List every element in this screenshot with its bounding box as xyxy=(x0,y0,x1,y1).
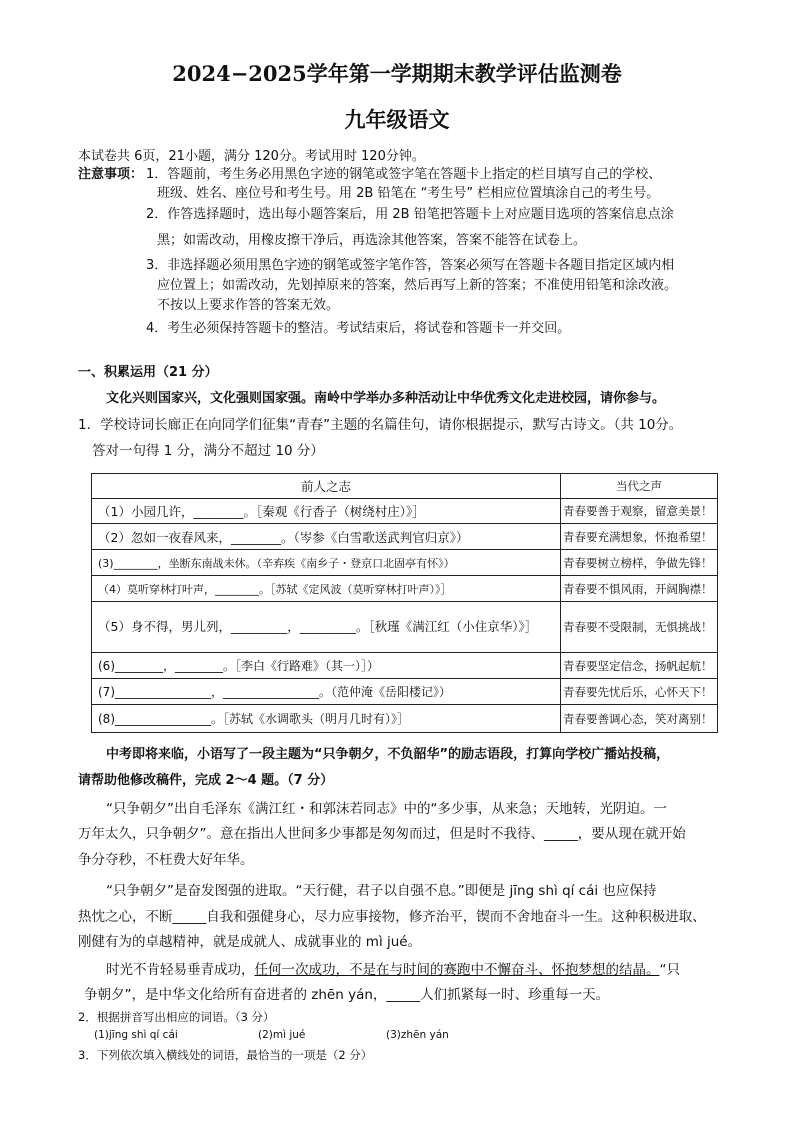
passage-line: 争朝夕”，是中华文化给所有奋进者的 zhēn yán，_____人们抓紧每一时、珍重每一天。 xyxy=(84,987,610,1003)
table-header-row xyxy=(92,474,718,499)
table-cell: 青春要坚定信念，扬帆起航！ xyxy=(561,653,718,679)
table-row xyxy=(92,524,718,550)
passage-line: 争分夺秒，不枉费大好年华。 xyxy=(78,852,254,868)
table-cell: 青春要不惧风雨，开阔胸襟！ xyxy=(561,576,718,602)
question-1-note: 答对一句得 1 分，满分不超过 10 分） xyxy=(92,443,324,459)
table-row xyxy=(92,576,718,602)
notice-line: 3．非选择题必须用黑色字迹的钢笔或签字笔作答，答案必须写在答题卡各题目指定区域内相 xyxy=(146,258,675,273)
notice-line: 应位置上；如需改动，先划掉原来的答案，然后再写上新的答案；不准使用铅笔和涂改液。 xyxy=(157,278,678,293)
exam-title: 2024−2025学年第一学期期末教学评估监测卷 xyxy=(172,61,622,86)
table-row xyxy=(92,499,718,524)
table-header: 当代之声 xyxy=(561,474,718,499)
notice-line: 班级、姓名、座位号和考生号。用 2B 铅笔在 “考生号” 栏相应位置填涂自己的考生号。 xyxy=(157,186,660,201)
underlined-sentence: 任何一次成功，不是在与时间的赛跑中不懈奋斗、怀抱梦想的结晶。 xyxy=(254,962,660,978)
table-cell: （1）小园几许，________。［秦观《行香子（树绕村庄）》］ xyxy=(92,499,561,524)
passage-line: “只争朝夕”出自毛泽东《满江红・和郭沫若同志》中的“多少事，从来急；天地转，光阴迫。一 xyxy=(106,801,667,817)
table-cell: 青春要树立榜样，争做先锋！ xyxy=(561,550,718,576)
notice-line: 1．答题前，考生务必用黑色字迹的钢笔或签字笔在答题卡上指定的栏目填写自己的学校、 xyxy=(146,167,662,182)
table-cell: （5）身不得，男儿列，_________，_________。［秋瑾《满江红（小住京华）》］ xyxy=(92,602,561,653)
table-cell: 青春要善于观察，留意美景！ xyxy=(561,499,718,524)
exam-subtitle: 九年级语文 xyxy=(344,107,450,132)
section-lead: 文化兴则国家兴，文化强则国家强。南岭中学举办多种活动让中华优秀文化走进校园，请你参与。 xyxy=(106,391,666,406)
passage-line: 万年太久，只争朝夕”。意在指出人世间多少事都是匆匆而过，但是时不我待、_____，要从现在就开始 xyxy=(78,826,686,842)
passage-line: 热忱之心，不断_____自我和强健身心，尽力应事接物，修齐治平，锲而不舍地奋斗一生。这种积极进取、 xyxy=(78,909,706,925)
poem-table xyxy=(91,473,718,733)
table-row xyxy=(92,550,718,576)
table-cell: (8)________________。［苏轼《水调歌头（明月几时有）》］ xyxy=(92,705,561,733)
table-row xyxy=(92,653,718,679)
notice-line: 不按以上要求作答的答案无效。 xyxy=(157,298,340,313)
notice-label: 注意事项： xyxy=(78,167,144,182)
table-row xyxy=(92,602,718,653)
table-cell: (3)________，坐断东南战未休。（辛弃疾《南乡子・登京口北固亭有怀》） xyxy=(92,550,561,576)
question-2: 2．根据拼音写出相应的词语。（3 分） xyxy=(78,1010,275,1024)
notice-line: 黑；如需改动，用橡皮擦干净后，再选涂其他答案，答案不能答在试卷上。 xyxy=(157,233,587,248)
section-heading: 一、积累运用（21 分） xyxy=(78,365,218,380)
lead-2: 请帮助他修改稿件，完成 2～4 题。（7 分） xyxy=(78,773,334,788)
table-cell: （4）莫听穿林打叶声，________。［苏轼《定风波（莫听穿林打叶声）》］ xyxy=(92,576,561,602)
question-3: 3．下列依次填入横线处的词语，最恰当的一项是（2 分） xyxy=(78,1048,373,1062)
q2-item: (3)zhēn yán xyxy=(386,1029,449,1041)
exam-intro: 本试卷共 6页，21小题，满分 120分。考试用时 120分钟。 xyxy=(78,149,425,164)
table-cell: (6)________，________。［李白《行路难》（其一）］） xyxy=(92,653,561,679)
table-row xyxy=(92,679,718,705)
table-cell: （2）忽如一夜春风来，________。（岑参《白雪歌送武判官归京》） xyxy=(92,524,561,550)
passage-line: 刚健有为的卓越精神，就是成就人、成就事业的 mì jué。 xyxy=(78,934,422,950)
lead-2: 中考即将来临，小语写了一段主题为“只争朝夕，不负韶华”的励志语段，打算向学校广播站投稿， xyxy=(106,747,670,762)
q2-item: (2)mì jué xyxy=(258,1029,306,1041)
table-header: 前人之志 xyxy=(92,474,561,499)
table-cell: 青春要善调心态，笑对离别！ xyxy=(561,705,718,733)
table-cell: 青春要不受限制，无惧挑战！ xyxy=(561,602,718,653)
passage-text: “只 xyxy=(659,962,680,978)
notice-line: 4．考生必须保持答题卡的整洁。考试结束后，将试卷和答题卡一并交回。 xyxy=(146,321,571,336)
passage-text: 时光不肯轻易垂青成功， xyxy=(106,962,255,978)
table-cell: (7)________________，________________。（范仲淹《岳阳楼记》） xyxy=(92,679,561,705)
question-1: 1．学校诗词长廊正在向同学们征集“青春”主题的名篇佳句，请你根据提示，默写古诗文。（共 10分。 xyxy=(78,417,683,433)
passage-line: “只争朝夕”是奋发图强的进取。“天行健，君子以自强不息。”即便是 jīng shì qí cái 也应保持 xyxy=(106,883,657,899)
table-cell: 青春要先忧后乐，心怀天下！ xyxy=(561,679,718,705)
q2-item: (1)jīng shì qí cái xyxy=(94,1029,178,1041)
passage-line xyxy=(106,961,680,979)
notice-line: 2．作答选择题时，选出每小题答案后，用 2B 铅笔把答题卡上对应题目选项的答案信息点涂 xyxy=(146,207,674,222)
table-cell: 青春要充满想象，怀抱希望！ xyxy=(561,524,718,550)
table-row xyxy=(92,705,718,733)
